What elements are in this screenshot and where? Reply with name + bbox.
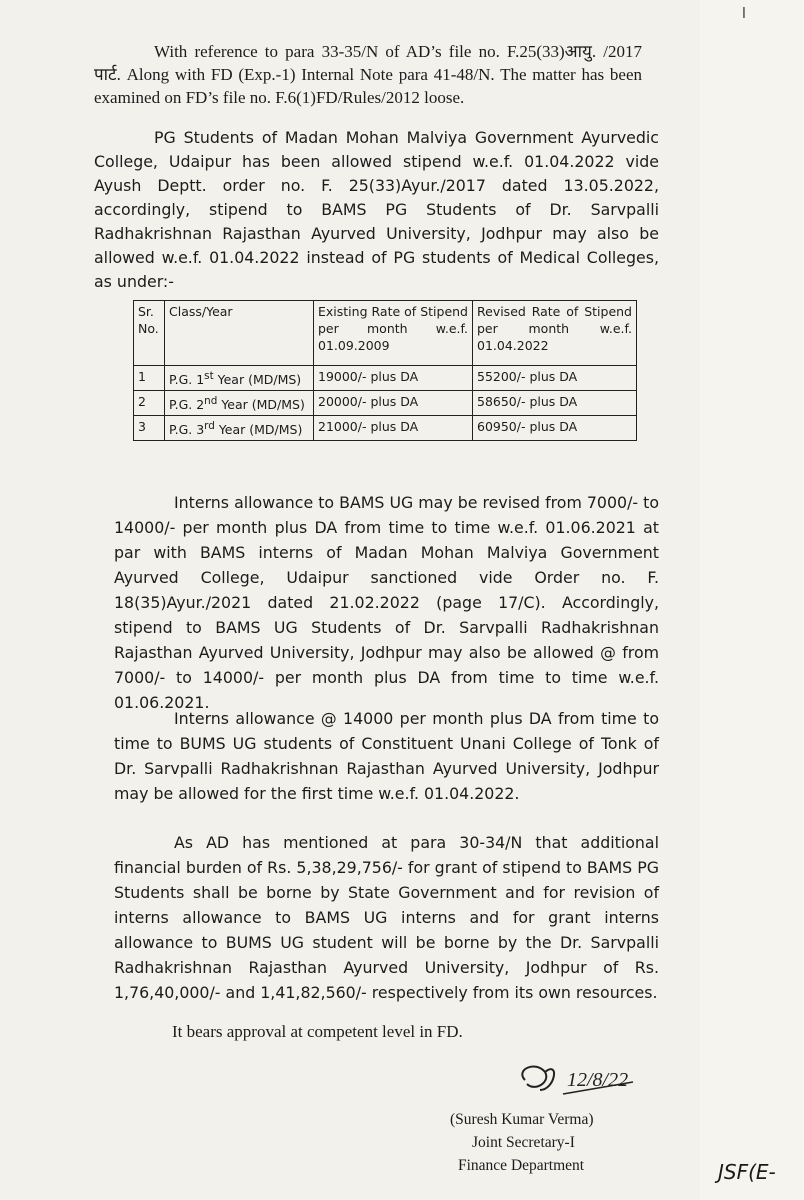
reference-paragraph: With reference to para 33-35/N of AD’s file no. F.25(33)आयु. /2017 पार्ट. Along with FD (Exp.-1) Internal Note para 41-48/N. The matter has been examined on FD’s file no. F.6(1)FD/Rules/2012 loose. <box>94 42 642 107</box>
signature-scribble <box>505 1050 655 1110</box>
signatory-designation: Joint Secretary-I <box>472 1134 575 1151</box>
table-row <box>134 366 637 391</box>
header-revised: Revised Rate of Stipend per month w.e.f. 01.04.2022 <box>473 301 637 366</box>
row-class: P.G. 1st Year (MD/MS) <box>165 366 314 391</box>
header-sr: Sr. No. <box>134 301 165 366</box>
signature-mark <box>505 1050 655 1114</box>
row-sr: 2 <box>134 391 165 416</box>
interns-ug-paragraph: Interns allowance to BAMS UG may be revised from 7000/- to 14000/- per month plus DA from time to time w.e.f. 01.06.2021 at par with BAMS interns of Madan Mohan Malviya Government Ayurved College, Udaipur sanctioned vide Order no. F. 18(35)Ayur./2021 dated 21.02.2022 (page 17/C). Accordingly, stipend to BAMS UG Students of Dr. Sarvpalli Radhakrishnan Rajasthan Ayurved University, Jodhpur may also be allowed @ from 7000/- to 14000/- per month plus DA from time to time w.e.f. 01.06.2021. <box>114 493 659 712</box>
signature-date: 12/8/22 <box>567 1069 629 1091</box>
row-existing: 21000/- plus DA <box>314 416 473 441</box>
approval-line: It bears approval at competent level in FD. <box>172 1022 463 1041</box>
signatory-department: Finance Department <box>458 1157 585 1174</box>
row-revised: 55200/- plus DA <box>473 366 637 391</box>
bums-interns-paragraph: Interns allowance @ 14000 per month plus DA from time to time to BUMS UG students of Constituent Unani College of Tonk of Dr. Sarvpalli Radhakrishnan Rajasthan Ayurved University, Jodhpur may be allowed for the first time w.e.f. 01.04.2022. <box>114 709 659 803</box>
table-row <box>134 416 637 441</box>
row-class: P.G. 3rd Year (MD/MS) <box>165 416 314 441</box>
stipend-table-wrapper <box>133 300 637 441</box>
header-class: Class/Year <box>165 301 314 366</box>
table-row <box>134 391 637 416</box>
financial-burden-paragraph: As AD has mentioned at para 30-34/N that additional financial burden of Rs. 5,38,29,756/- for grant of stipend to BAMS PG Students shall be borne by State Government and for revision of interns allowance to BAMS UG interns and for grant interns allowance to BUMS UG student will be borne by the Dr. Sarvpalli Radhakrishnan Rajasthan Ayurved University, Jodhpur of Rs. 1,76,40,000/- and 1,41,82,560/- respectively from its own resources. <box>114 833 659 1002</box>
pg-stipend-paragraph: PG Students of Madan Mohan Malviya Government Ayurvedic College, Udaipur has been allowed stipend w.e.f. 01.04.2022 vide Ayush Deptt. order no. F. 25(33)Ayur./2017 dated 13.05.2022, accordingly, stipend to BAMS PG Students of Dr. Sarvpalli Radhakrishnan Rajasthan Ayurved University, Jodhpur may also be allowed w.e.f. 01.04.2022 instead of PG students of Medical Colleges, as under:- <box>94 128 659 291</box>
adjacent-page-margin <box>700 0 804 1200</box>
row-revised: 60950/- plus DA <box>473 416 637 441</box>
margin-mark: l <box>742 6 746 22</box>
row-sr: 1 <box>134 366 165 391</box>
row-class: P.G. 2nd Year (MD/MS) <box>165 391 314 416</box>
table-header-row <box>134 301 637 366</box>
signatory-name: (Suresh Kumar Verma) <box>450 1111 594 1128</box>
row-existing: 20000/- plus DA <box>314 391 473 416</box>
row-sr: 3 <box>134 416 165 441</box>
row-existing: 19000/- plus DA <box>314 366 473 391</box>
header-existing: Existing Rate of Stipend per month w.e.f. 01.09.2009 <box>314 301 473 366</box>
stipend-table <box>133 300 637 441</box>
margin-handwritten-note: JSF(E- <box>718 1160 776 1184</box>
row-revised: 58650/- plus DA <box>473 391 637 416</box>
signature-block <box>450 1108 593 1177</box>
